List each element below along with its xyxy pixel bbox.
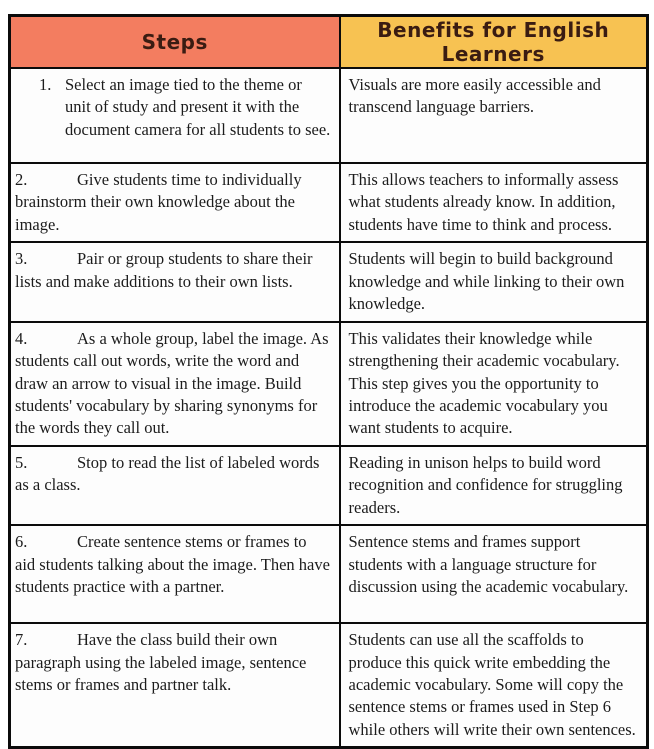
step-text: Give students time to individually brainstorm their own knowledge about the image. — [15, 170, 302, 234]
benefit-text: Students can use all the scaffolds to produce this quick write embedding the academic vocabulary. Some will copy the sentence stems or frames used in Step 6 while others will write their own sentences. — [348, 630, 636, 739]
step-text: Pair or group students to share their lists and make additions to their own lists. — [15, 249, 313, 291]
step-item — [15, 452, 331, 497]
benefit-cell — [340, 68, 648, 163]
step-number: 2. — [15, 170, 28, 189]
step-number: 5. — [15, 452, 28, 472]
steps-benefits-table-wrap — [8, 14, 649, 749]
table-row — [10, 525, 648, 623]
header-row — [10, 16, 648, 69]
benefit-text: This allows teachers to informally assess what students already know. In addition, students have time to think and process. — [348, 170, 619, 234]
steps-benefits-table — [8, 14, 649, 749]
table-row — [10, 242, 648, 321]
table-row — [10, 68, 648, 163]
benefit-text: Visuals are more easily accessible and transcend language barriers. — [348, 75, 601, 117]
step-cell — [10, 68, 340, 163]
benefit-cell — [340, 242, 648, 321]
step-item — [15, 328, 331, 440]
table-row — [10, 446, 648, 525]
benefit-cell — [340, 446, 648, 525]
steps-column-header: Steps — [10, 16, 340, 69]
step-text: Create sentence stems or frames to aid students talking about the image. Then have students practice with a partner. — [15, 532, 330, 596]
step-text: Select an image tied to the theme or unit of study and present it with the document camera for all students to see. — [65, 75, 331, 139]
table-row — [10, 623, 648, 748]
benefit-text: Sentence stems and frames support students with a language structure for discussion using the academic vocabulary. — [348, 532, 629, 596]
table-row — [10, 163, 648, 242]
benefit-cell — [340, 623, 648, 748]
benefit-cell — [340, 525, 648, 623]
step-number: 6. — [15, 532, 28, 552]
step-number: 7. — [15, 630, 28, 650]
step-cell — [10, 525, 340, 623]
benefit-cell — [340, 163, 648, 242]
table-row — [10, 322, 648, 446]
step-cell — [10, 322, 340, 446]
step-number: 1. — [39, 75, 52, 94]
step-item — [15, 169, 331, 236]
step-text: Stop to read the list of labeled words as a class. — [15, 452, 320, 495]
benefit-cell — [340, 322, 648, 446]
step-number: 3. — [15, 249, 28, 269]
step-cell — [10, 446, 340, 525]
step-cell — [10, 623, 340, 748]
step-number: 4. — [15, 328, 28, 348]
step-item — [15, 629, 331, 696]
step-item — [15, 248, 331, 293]
benefit-text: Students will begin to build background knowledge and while linking to their own knowledge. — [348, 249, 625, 314]
step-text: Have the class build their own paragraph using the labeled image, sentence stems or frames and partner talk. — [15, 630, 307, 694]
benefit-text: This validates their knowledge while strengthening their academic vocabulary. This step gives you the opportunity to introduce the academic vocabulary you want students to acquire. — [348, 328, 620, 438]
step-item — [15, 531, 331, 598]
step-cell — [10, 242, 340, 321]
step-item — [15, 74, 331, 141]
benefit-text: Reading in unison helps to build word recognition and confidence for struggling readers. — [348, 452, 623, 517]
step-text: As a whole group, label the image. As students call out words, write the word and draw an arrow to visual in the image. Build students' vocabulary by sharing synonyms for the words they call out. — [15, 328, 329, 438]
step-cell — [10, 163, 340, 242]
benefits-column-header: Benefits for English Learners — [340, 16, 648, 69]
